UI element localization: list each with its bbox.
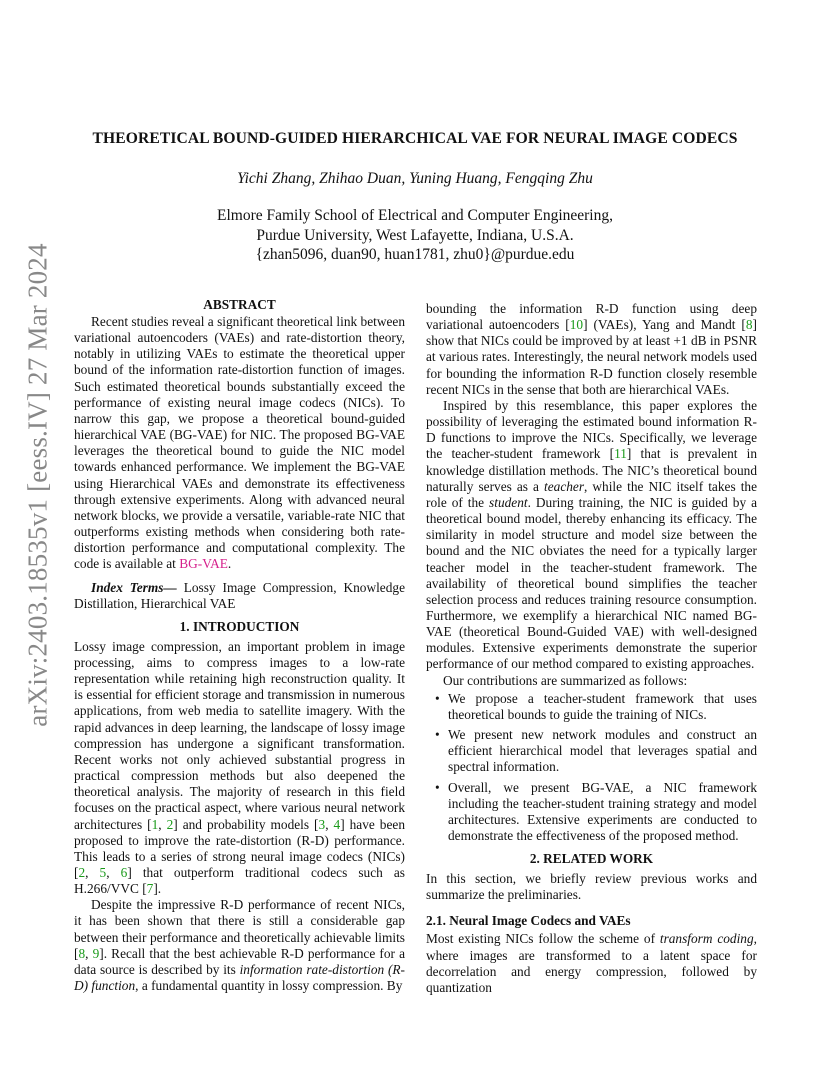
- related-work-heading: 2. RELATED WORK: [529, 851, 654, 867]
- index-terms: Index Terms— Lossy Image Compression, Knowledge Distillation, Hierarchical VAE: [74, 579, 405, 611]
- citation[interactable]: 2: [78, 865, 86, 880]
- affiliation-line-2: Purdue University, West Lafayette, Indiana, U.S.A.: [256, 226, 574, 244]
- citation[interactable]: 9: [92, 945, 100, 961]
- code-link[interactable]: BG-VAE: [179, 556, 228, 572]
- subsection-heading: 2.1. Neural Image Codecs and VAEs: [426, 913, 631, 929]
- intro-heading: 1. INTRODUCTION: [179, 618, 300, 634]
- abstract-text: Recent studies reveal a significant theoretical link between variational autoencoders (VAEs) and rate-distortion theory, notably in utilizing VAEs to estimate the theoretical upper bound of the information rate-distortion function of images. Such estimated theoretical bounds substantially exceed the performance of existing neural image codecs (NICs). To narrow this gap, we propose a theoretical bound-guided hierarchical VAE (BG-VAE) for NIC. The proposed BG-VAE leverages the theoretical bound to guide the NIC model towards enhanced performance. We implement the BG-VAE using Hierarchical VAEs and demonstrate its effectiveness through extensive experiments. Along with advanced neural network blocks, we provide a versatile, variable-rate NIC that outperforms existing methods when considering both rate-distortion performance and computational complexity. The code is available at BG-VAE.: [74, 314, 405, 572]
- citation[interactable]: 8: [78, 945, 86, 961]
- citation[interactable]: 3: [318, 816, 326, 832]
- citation[interactable]: 2: [166, 816, 174, 832]
- left-column: [74, 297, 405, 994]
- affiliation: [74, 206, 756, 265]
- contributions-list: [426, 691, 757, 844]
- citation[interactable]: 7: [146, 881, 154, 897]
- citation[interactable]: 4: [333, 816, 341, 832]
- paper-title: THEORETICAL BOUND-GUIDED HIERARCHICAL VAE FOR NEURAL IMAGE CODECS: [92, 130, 738, 147]
- citation[interactable]: 10: [569, 317, 584, 333]
- affiliation-emails: {zhan5096, duan90, huan1781, zhu0}@purdue.edu: [255, 246, 575, 263]
- right-paragraph-1: Inspired by this resemblance, this paper explores the possibility of leveraging the estimated bound information R-D functions to improve the NICs. Specifically, we leverage the teacher-student framework [11] that is prevalent in knowledge distillation methods. The NIC’s theoretical bound naturally serves as a teacher, while the NIC itself takes the role of the student. During training, the NIC is guided by a theoretical bound model, thereby enhancing its efficacy. The similarity in model structure and model size between the bound and the NIC obviates the need for a typically larger teacher model in the teacher-student framework. The availability of theoretical bound simplifies the teacher selection process and reduces training resource consumption. Furthermore, we exemplify a hierarchical NIC named BG-VAE (theoretical Bound-Guided VAE) with well-designed modules. Extensive experiments demonstrate the superior performance of our method compared to existing approaches.: [426, 397, 758, 672]
- citation[interactable]: 8: [745, 317, 753, 333]
- intro-paragraph-1: Lossy image compression, an important problem in image processing, aims to compress images to a low-rate representation while retaining high reconstruction quality. It is essential for efficient storage and transmission in numerous applications, from web media to satellite imagery. With the rapid advances in deep learning, the landscape of lossy image compression has undergone a significant transformation. Recent works not only achieved substantial progress in practical compression methods but also deepened the theoretical analysis. The majority of research in this field focuses on the practical aspect, where various neural network architectures [1, 2] and probability models [3, 4] have been proposed to improve the rate-distortion (R-D) performance. This leads to a series of strong neural image codecs (NICs) [2, 5, 6] that outperform traditional codecs such as H.266/VVC [7].: [74, 638, 406, 897]
- citation[interactable]: 1: [151, 816, 159, 832]
- citation[interactable]: 6: [120, 865, 128, 880]
- citation[interactable]: 5: [99, 865, 107, 880]
- contribution-item: • We propose a teacher-student framework that uses theoretical bounds to guide the training of NICs.: [448, 691, 757, 723]
- contributions-intro: Our contributions are summarized as follows:: [443, 672, 688, 688]
- intro-paragraph-2: Despite the impressive R-D performance of recent NICs, it has been shown that there is still a considerable gap between their performance and theoretically achievable limits [8, 9]. Recall that the best achievable R-D performance for a data source is described by its information rate-distortion (R-D) function, a fundamental quantity in lossy compression. By: [74, 897, 405, 994]
- arxiv-stamp: arXiv:2403.18535v1 [eess.IV] 27 Mar 2024: [22, 243, 53, 727]
- related-work-text: In this section, we briefly review previous works and summarize the preliminaries.: [426, 871, 757, 903]
- right-column: [426, 301, 757, 996]
- citation[interactable]: 11: [614, 446, 627, 462]
- right-paragraph-0: bounding the information R-D function using deep variational autoencoders [10] (VAEs), Yang and Mandt [8] show that NICs could be improved by at least +1 dB in PSNR at various rates. Interestingly, the neural network models used for bounding the information R-D function closely resemble recent NICs in the sense that both are hierarchical VAEs.: [426, 301, 757, 397]
- affiliation-line-1: Elmore Family School of Electrical and Computer Engineering,: [216, 207, 613, 224]
- subsection-text: Most existing NICs follow the scheme of transform coding, where images are transformed to a latent space for decorrelation and energy compression, followed by quantization: [426, 931, 757, 995]
- authors: Yichi Zhang, Zhihao Duan, Yuning Huang, Fengqing Zhu: [237, 170, 593, 187]
- contribution-item: • Overall, we present BG-VAE, a NIC framework including the teacher-student training strategy and model architectures. Extensive experiments are conducted to demonstrate the effectiveness of the proposed method.: [448, 780, 757, 845]
- contribution-item: • We present new network modules and construct an efficient hierarchical model that leverages spatial and spectral information.: [448, 727, 757, 775]
- abstract-heading: ABSTRACT: [203, 297, 276, 312]
